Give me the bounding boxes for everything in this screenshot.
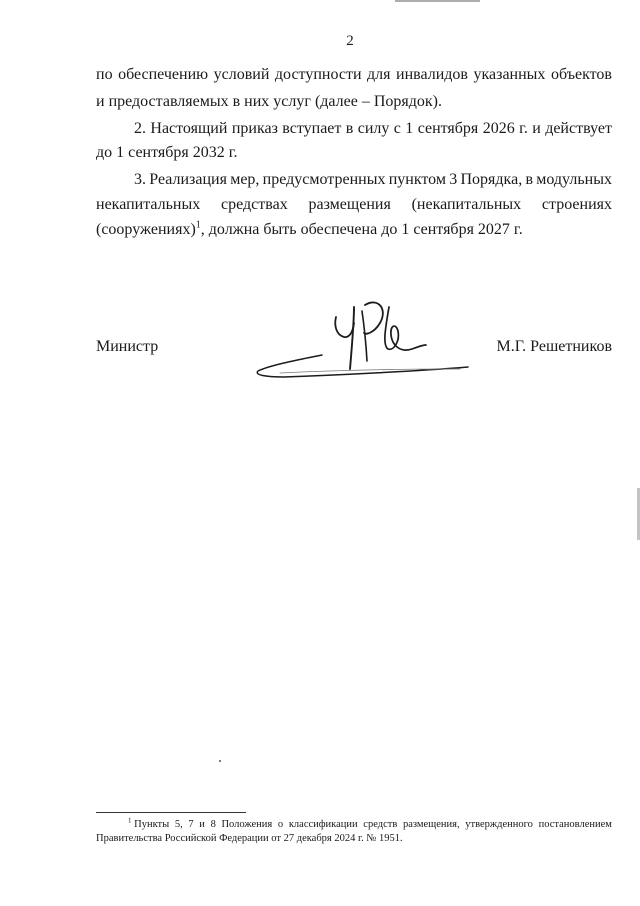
paragraph-1-word: для	[367, 66, 391, 83]
paragraph-3-word: (некапитальных	[411, 196, 522, 213]
paragraph-3-line-3-start: (сооружениях)	[96, 221, 196, 238]
paragraph-3-line-3	[96, 220, 612, 240]
footnote-word: средств	[363, 819, 398, 830]
footnote	[96, 818, 612, 846]
paragraph-3-line-2	[96, 195, 612, 215]
paragraph-2-word: 2.	[134, 120, 146, 137]
paragraph-2-word: вступает	[282, 120, 342, 137]
scan-speck	[219, 760, 221, 762]
paragraph-1-word: доступности	[274, 66, 362, 83]
paragraph-3-line-3-end: , должна быть обеспечена до 1 сентября 2027 г.	[200, 221, 523, 238]
paragraph-3-word: некапитальных	[96, 196, 201, 213]
paragraph-1-word: объектов	[550, 66, 612, 83]
footnote-word: постановлением	[538, 819, 612, 830]
footnote-reference: 1	[195, 219, 201, 231]
paragraph-3-word: мер,	[230, 171, 260, 188]
paragraph-1-word: обеспечению	[118, 66, 209, 83]
paragraph-3-word: Реализация	[149, 171, 227, 188]
paragraph-2-word: силу	[357, 120, 390, 137]
footnote-word: Пункты	[131, 819, 170, 830]
paragraph-2-word: 1	[405, 120, 414, 137]
paragraph-2-word: с	[393, 120, 401, 137]
footnote-line-1	[96, 818, 612, 832]
paragraph-2-word: действует	[545, 120, 612, 137]
paragraph-2-word: в	[345, 120, 354, 137]
footnote-word: размещения,	[402, 819, 460, 830]
paragraph-3-word: пунктом	[388, 171, 446, 188]
paragraph-3-word: размещения	[308, 196, 391, 213]
footnote-line-2: Правительства Российской Федерации от 27 декабря 2024 г. № 1951.	[96, 833, 403, 844]
paragraph-1-line-1	[96, 65, 612, 85]
handwritten-signature	[250, 283, 480, 383]
footnote-word-with-marker	[128, 818, 169, 832]
paragraph-2-line-1	[134, 119, 612, 139]
footnote-marker: 1	[128, 816, 132, 825]
paragraph-1-word: по	[96, 66, 113, 83]
paragraph-3-word: 3	[449, 171, 458, 188]
paragraph-1-word: условий	[213, 66, 270, 83]
paragraph-3-line-1	[134, 170, 612, 190]
footnote-word: 7	[188, 819, 194, 830]
paragraph-3-word: 3.	[134, 171, 146, 188]
footnote-word: и	[199, 819, 205, 830]
paragraph-2-word: сентября	[417, 120, 479, 137]
footnote-word: 8	[210, 819, 216, 830]
paragraph-2-word: г.	[519, 120, 528, 137]
paragraph-2-word: 2026	[482, 120, 515, 137]
footnote-separator	[96, 812, 246, 813]
paragraph-3-word: предусмотренных	[262, 171, 386, 188]
paragraph-3-word: Порядка,	[460, 171, 523, 188]
paragraph-3-word: средствах	[221, 196, 288, 213]
signer-title: Министр	[96, 338, 159, 355]
paragraph-2-word: и	[532, 120, 541, 137]
paragraph-3-word: модульных	[536, 171, 612, 188]
footnote-word: о	[277, 819, 284, 830]
paragraph-1-word: указанных	[473, 66, 546, 83]
paragraph-3-word: строениях	[541, 196, 612, 213]
footnote-word: утвержденного	[465, 819, 533, 830]
paragraph-1-line-2: и предоставляемых в них услуг (далее – Порядок).	[96, 93, 442, 110]
footnote-word: классификации	[288, 819, 358, 830]
signer-name: М.Г. Решетников	[496, 338, 612, 355]
footnote-word: 5,	[174, 819, 183, 830]
paragraph-2-word: приказ	[231, 120, 278, 137]
page-number: 2	[346, 33, 354, 49]
paragraph-1-word: инвалидов	[396, 66, 468, 83]
paragraph-2-line-2: до 1 сентября 2032 г.	[96, 144, 238, 161]
footnote-word: Положения	[221, 819, 273, 830]
scan-edge-mark	[395, 0, 480, 2]
paragraph-2-word: Настоящий	[150, 120, 228, 137]
paragraph-3-word: в	[525, 171, 533, 188]
